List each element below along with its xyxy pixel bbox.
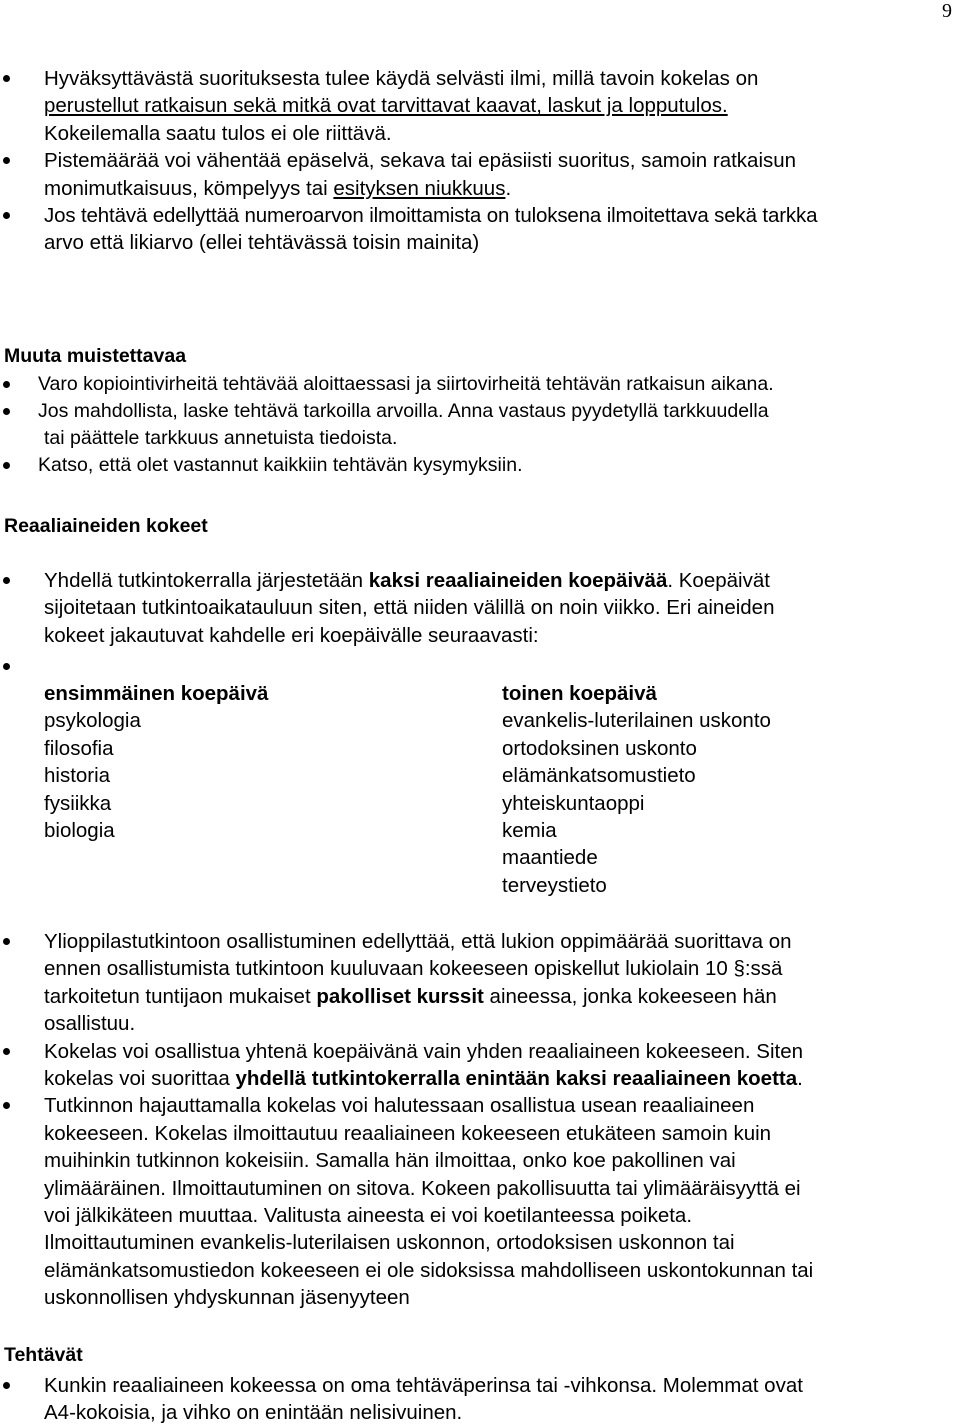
first-day-column xyxy=(44,680,268,844)
text-line: kokeeseen. Kokelas ilmoittautuu reaaliaineen kokeeseen etukäteen samoin kuin xyxy=(44,1121,772,1145)
subject-item: kemia xyxy=(502,819,557,843)
first-day-heading: ensimmäinen koepäivä xyxy=(44,682,269,705)
text-line: Yhdellä tutkintokerralla järjestetään xyxy=(44,569,369,592)
section-heading-tehtavat: Tehtävät xyxy=(4,1344,83,1366)
list-item xyxy=(0,452,960,479)
text-line: Ilmoittautuminen evankelis-luterilaisen uskonnon, ortodoksisen uskonnon tai xyxy=(44,1231,735,1255)
bullet-icon xyxy=(3,462,10,469)
bullet-icon xyxy=(3,1102,10,1109)
text-line: . xyxy=(797,1067,803,1091)
tehtavat-list xyxy=(0,1372,960,1427)
list-item xyxy=(0,398,960,452)
list-item xyxy=(0,202,960,257)
text-line: monimutkaisuus, kömpelyys tai xyxy=(44,176,334,200)
bullet-icon xyxy=(3,212,10,219)
subject-item: filosofia xyxy=(44,736,114,760)
bullet-icon xyxy=(3,577,10,584)
bullet-icon xyxy=(3,1382,10,1389)
text-line: kokelas voi suorittaa xyxy=(44,1067,236,1091)
text-line: . Koepäivät xyxy=(667,569,770,592)
text-line: Katso, että olet vastannut kaikkiin tehtävän kysymyksiin. xyxy=(38,454,523,476)
list-item xyxy=(0,1372,960,1427)
subject-item: terveystieto xyxy=(502,873,607,897)
bullet-icon xyxy=(3,663,10,670)
text-line: muihinkin tutkinnon kokeisiin. Samalla hän ilmoittaa, onko koe pakollinen vai xyxy=(44,1149,736,1173)
bullet-icon xyxy=(3,938,10,945)
text-line: Varo kopiointivirheitä tehtävää aloittaessasi ja siirtovirheitä tehtävän ratkaisun aikana. xyxy=(38,373,774,395)
bullet-icon xyxy=(3,408,10,415)
text-line: Jos tehtävä edellyttää numeroarvon ilmoittamista on tuloksena ilmoitettava sekä tarkka xyxy=(44,204,818,228)
subject-item: yhteiskuntaoppi xyxy=(502,791,645,815)
list-item xyxy=(0,147,960,202)
text-line: uskonnollisen yhdyskunnan jäsenyyteen xyxy=(44,1286,410,1310)
bold-text: kaksi reaaliaineiden koepäivää xyxy=(368,569,668,592)
bullet-icon xyxy=(3,157,10,164)
text-line: sijoitetaan tutkintoaikatauluun siten, että niiden välillä on noin viikko. Eri aineiden xyxy=(44,596,775,620)
bullet-icon xyxy=(3,381,10,388)
text-line: Kunkin reaaliaineen kokeessa on oma tehtäväperinsa tai -vihkonsa. Molemmat ovat xyxy=(44,1374,803,1397)
text-line: A4-kokoisia, ja vihko on enintään nelisivuinen. xyxy=(44,1401,463,1425)
underlined-text: esityksen niukkuus xyxy=(333,176,506,200)
evaluation-criteria-list xyxy=(0,65,960,257)
text-line: ennen osallistumista tutkintoon kuuluvaan kokeeseen opiskellut lukiolain 10 §:ssä xyxy=(44,957,783,981)
text-line: arvo että likiarvo (ellei tehtävässä toisin mainita) xyxy=(44,231,480,255)
text-line: aineessa, jonka kokeeseen hän xyxy=(483,984,777,1008)
bold-text: pakolliset kurssit xyxy=(316,984,484,1008)
bullet-icon xyxy=(3,1048,10,1055)
text-line: Jos mahdollista, laske tehtävä tarkoilla arvoilla. Anna vastaus pyydetyllä tarkkuudella xyxy=(38,400,769,422)
page-number: 9 xyxy=(942,0,952,22)
subject-item: biologia xyxy=(44,819,115,843)
text-line: . xyxy=(505,176,512,200)
section-heading-muuta: Muuta muistettavaa xyxy=(4,345,187,367)
second-day-heading: toinen koepäivä xyxy=(502,682,657,705)
second-day-column xyxy=(502,680,771,899)
text-line: elämänkatsomustiedon kokeeseen ei ole sidoksissa mahdolliseen uskontokunnan tai xyxy=(44,1258,814,1282)
bullet-icon xyxy=(3,75,10,82)
bold-text: yhdellä tutkintokerralla enintään kaksi reaaliaineen koetta xyxy=(235,1067,798,1091)
text-line: Kokelas voi osallistua yhtenä koepäivänä vain yhden reaaliaineen kokeeseen. Siten xyxy=(44,1039,804,1063)
section-heading-reaali: Reaaliaineiden kokeet xyxy=(4,515,208,537)
list-item xyxy=(0,567,960,649)
subject-item: maantiede xyxy=(502,846,598,870)
text-line: Pistemäärää voi vähentää epäselvä, sekava tai epäsiisti suoritus, samoin ratkaisun xyxy=(44,149,797,173)
text-line: voi jälkikäteen muuttaa. Valitusta aineesta ei voi koetilanteessa poiketa. xyxy=(44,1204,693,1228)
subject-item: evankelis-luterilainen uskonto xyxy=(502,709,771,733)
participation-list xyxy=(0,928,960,1312)
text-line: Tutkinnon hajauttamalla kokelas voi halutessaan osallistua usean reaaliaineen xyxy=(44,1094,755,1118)
text-line: Kokeilemalla saatu tulos ei ole riittävä. xyxy=(44,121,392,145)
list-item xyxy=(0,371,960,398)
text-line: ylimääräinen. Ilmoittautuminen on sitova. Kokeen pakollisuutta tai ylimääräisyyttä ei xyxy=(44,1176,801,1200)
text-line: osallistuu. xyxy=(44,1012,136,1036)
text-line: tai päättele tarkkuus annetuista tiedoista. xyxy=(44,427,398,449)
text-line: Ylioppilastutkintoon osallistuminen edellyttää, että lukion oppimäärää suorittava on xyxy=(44,930,792,953)
muuta-list xyxy=(0,371,960,479)
text-line: perustellut ratkaisun sekä mitkä ovat tarvittavat kaavat, laskut ja lopputulos. xyxy=(44,94,728,118)
text-line: kokeet jakautuvat kahdelle eri koepäivälle seuraavasti: xyxy=(44,623,539,647)
list-item xyxy=(0,65,960,147)
text-line: Hyväksyttävästä suorituksesta tulee käydä selvästi ilmi, millä tavoin kokelas on xyxy=(44,67,759,90)
subject-item: fysiikka xyxy=(44,791,112,815)
subject-item: elämänkatsomustieto xyxy=(502,764,696,788)
list-item xyxy=(0,928,960,1038)
list-item xyxy=(0,1038,960,1093)
subject-item: psykologia xyxy=(44,709,141,733)
subject-item: historia xyxy=(44,764,111,788)
reaali-list xyxy=(0,567,960,649)
text-line: tarkoitetun tuntijaon mukaiset xyxy=(44,984,317,1008)
subject-item: ortodoksinen uskonto xyxy=(502,736,697,760)
list-item xyxy=(0,1092,960,1311)
